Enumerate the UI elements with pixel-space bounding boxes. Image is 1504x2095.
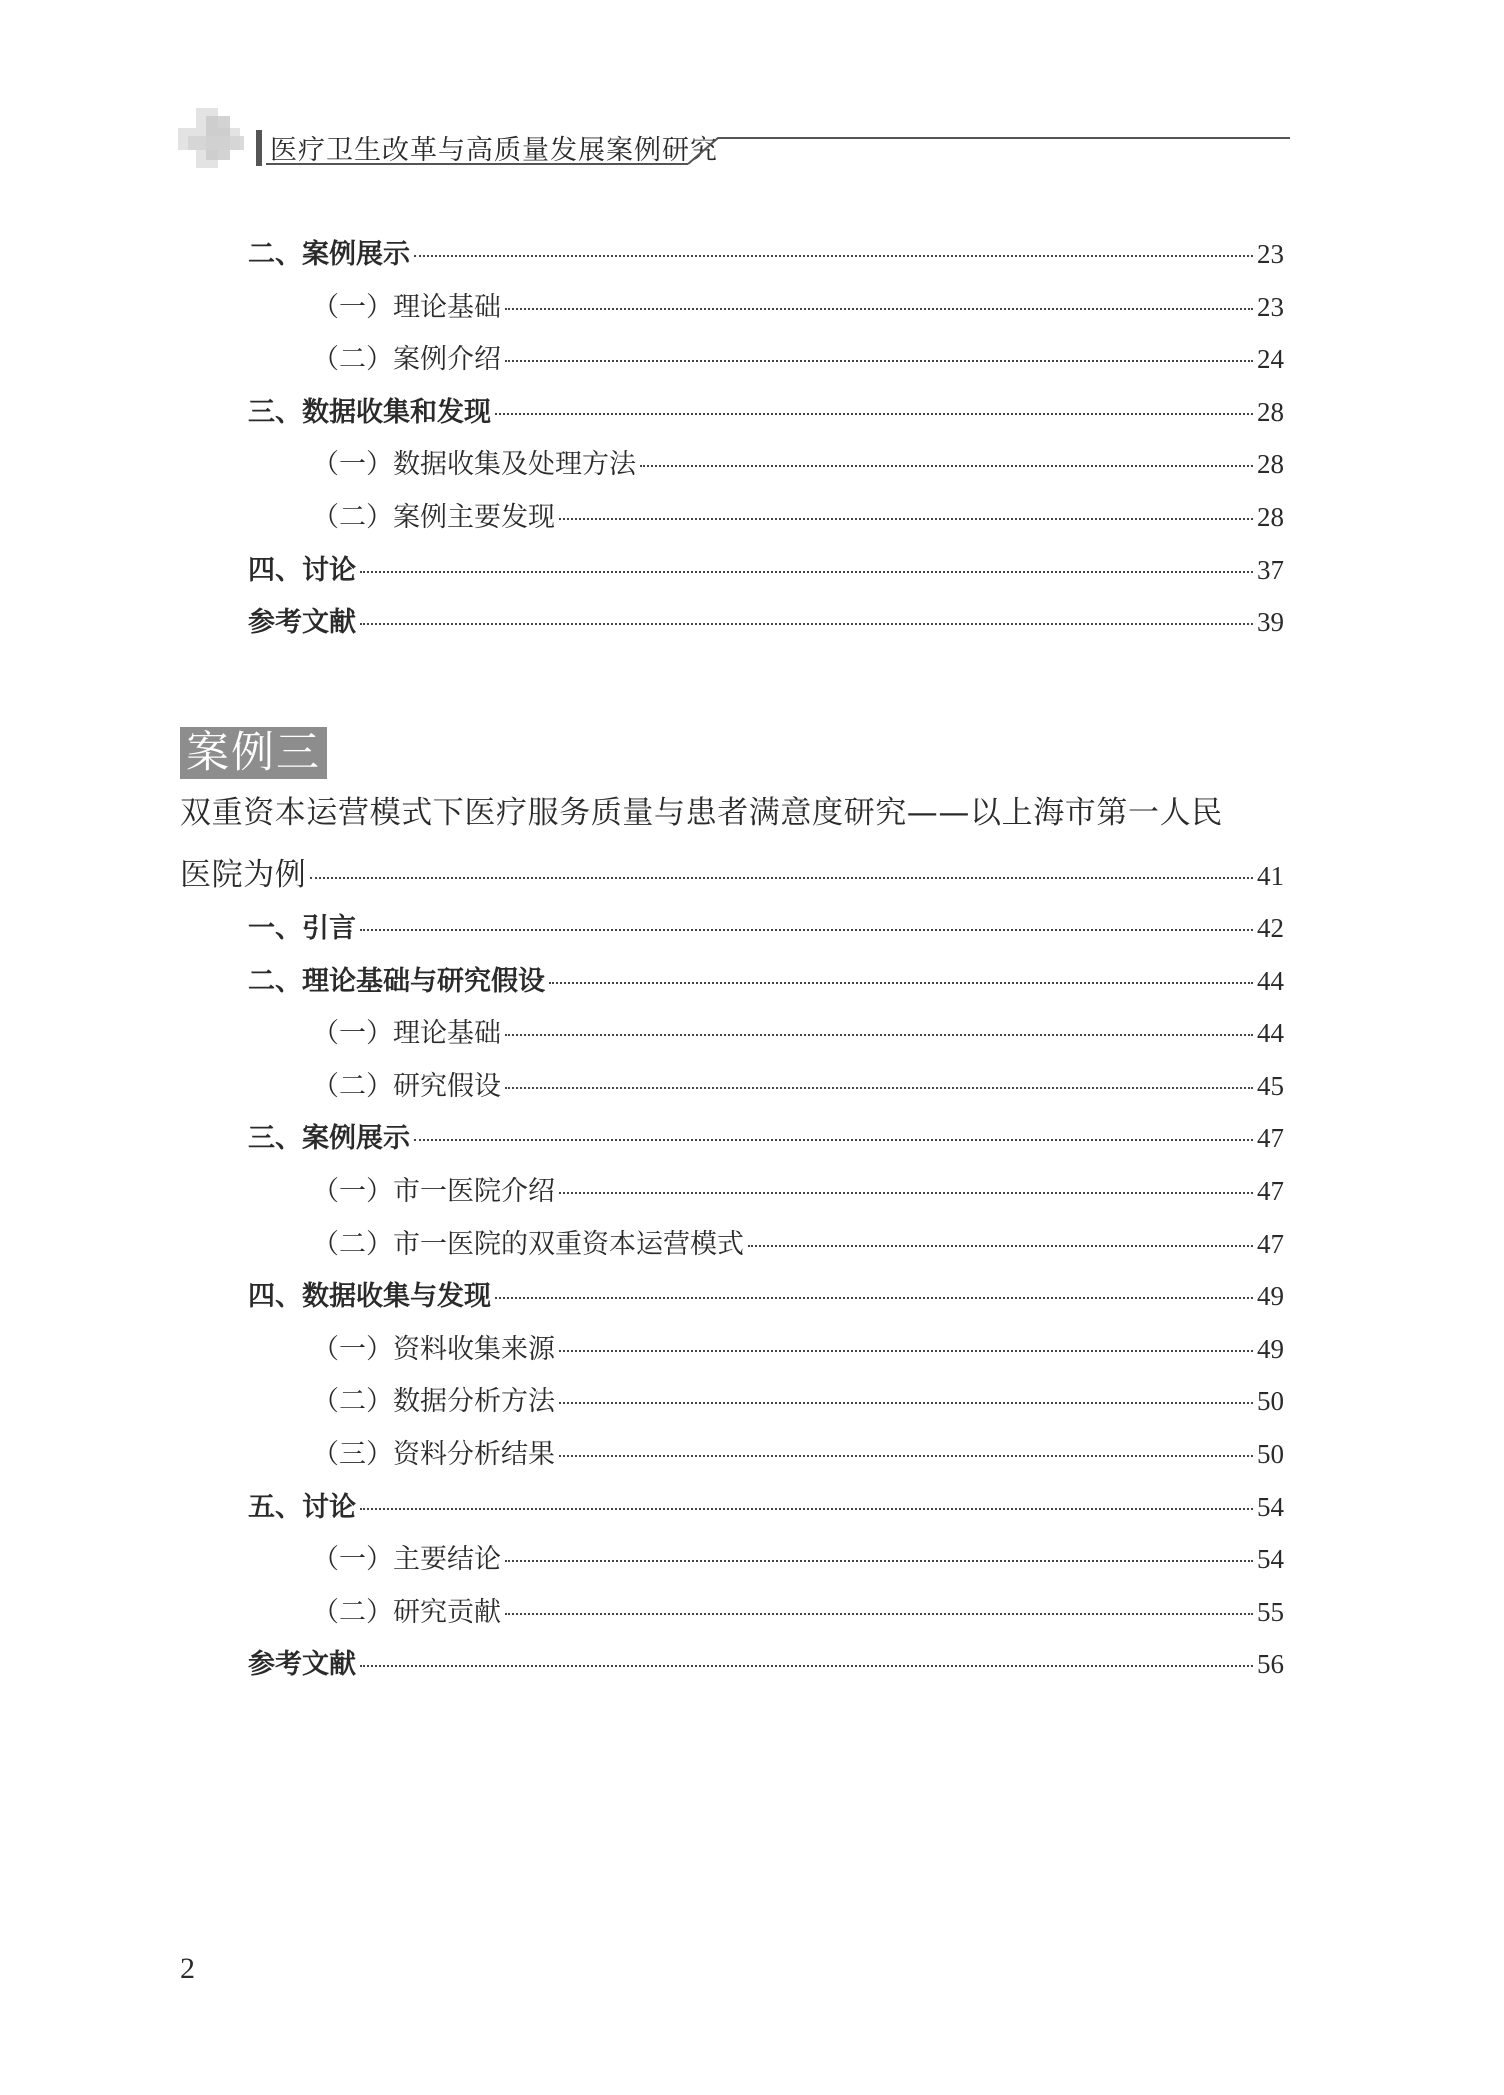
toc-entry[interactable] [312,1171,1284,1211]
toc-entry-label: 三、案例展示 [248,1123,410,1155]
toc-entry-page: 28 [1257,502,1284,532]
toc-leader-dots [640,465,1253,467]
toc-entry[interactable] [312,1013,1284,1053]
toc-entry[interactable] [312,1434,1284,1474]
toc-leader-dots [559,1350,1253,1352]
toc-entry[interactable] [312,497,1284,537]
toc-leader-dots [414,1139,1253,1141]
toc-entry[interactable] [312,1381,1284,1421]
toc-entry-page: 39 [1257,607,1284,638]
toc-leader-dots [559,1402,1253,1404]
toc-entry[interactable] [248,602,1284,642]
toc-entry[interactable] [312,339,1284,379]
toc-leader-dots [414,255,1253,257]
toc-entry-label: （二）研究假设 [312,1070,501,1102]
toc-leader-dots [559,518,1253,520]
toc-leader-dots [505,1034,1253,1036]
toc-leader-dots [495,413,1253,415]
toc-entry-label: （一）市一医院介绍 [312,1176,555,1207]
toc-entry-label: 参考文献 [248,1649,356,1681]
toc-entry-page: 28 [1257,396,1284,427]
toc-entry-page: 49 [1257,1333,1284,1364]
toc-entry-label: （二）研究贡献 [312,1596,501,1628]
running-header [178,108,1290,168]
header-rule [178,108,1290,170]
toc-leader-dots [505,1560,1253,1562]
toc-entry-label: 二、理论基础与研究假设 [248,965,545,997]
toc-entry[interactable] [248,550,1284,590]
toc-entry[interactable] [312,1329,1284,1369]
toc-entry-label: 四、数据收集与发现 [248,1281,491,1313]
toc-entry-label: 二、案例展示 [248,239,410,270]
toc-entry-label: （二）案例介绍 [312,344,501,376]
toc-entry[interactable] [248,392,1284,432]
toc-entry-label: （二）数据分析方法 [312,1386,555,1418]
toc-leader-dots [559,1455,1253,1457]
toc-entry-label: （一）主要结论 [312,1544,501,1576]
toc-entry-page: 50 [1257,1439,1284,1469]
toc-entry[interactable] [312,287,1284,327]
toc-entry-page: 45 [1257,1070,1284,1101]
toc-entry[interactable] [248,961,1284,1001]
toc-leader-dots [559,1192,1253,1194]
toc-entry-label: 三、数据收集和发现 [248,396,491,428]
toc-entry[interactable] [312,1539,1284,1579]
toc-entry[interactable] [248,1487,1284,1527]
toc-entry-page: 47 [1257,1123,1284,1154]
toc-leader-dots [495,1297,1253,1299]
toc-entry[interactable] [248,1276,1284,1316]
toc-leader-dots [505,308,1253,310]
toc-leader-dots [360,929,1253,931]
case-title-entry[interactable] [180,852,1284,898]
toc-entry-page: 23 [1257,291,1284,322]
toc-leader-dots [505,1613,1253,1615]
toc-entry-page: 50 [1257,1386,1284,1417]
toc-entry-page: 28 [1257,449,1284,480]
toc-leader-dots [748,1245,1253,1247]
toc-entry-label: 五、讨论 [248,1491,356,1523]
toc-leader-dots [360,1665,1253,1667]
case-title-page: 41 [1257,861,1284,891]
toc-entry-label: （一）理论基础 [312,1018,501,1050]
header-title: 医疗卫生改革与高质量发展案例研究 [270,135,718,166]
toc-entry-page: 54 [1257,1491,1284,1522]
toc-leader-dots [505,360,1253,362]
toc-entry-page: 56 [1257,1649,1284,1680]
toc-entry-page: 49 [1257,1281,1284,1312]
toc-leader-dots [505,1087,1253,1089]
toc-entry-label: 一、引言 [248,913,356,944]
toc-entry-label: （一）理论基础 [312,291,501,323]
toc-entry-page: 44 [1257,965,1284,996]
toc-entry-label: （二）市一医院的双重资本运营模式 [312,1228,744,1260]
toc-entry[interactable] [312,1592,1284,1632]
toc-entry-page: 44 [1257,1018,1284,1049]
toc-entry-label: 参考文献 [248,607,356,639]
case-title-line2: 医院为例 [180,857,307,893]
toc-entry-page: 37 [1257,554,1284,585]
toc-entry-page: 24 [1257,344,1284,375]
toc-leader-dots [549,982,1253,984]
toc-entry-label: （二）案例主要发现 [312,502,555,533]
toc-entry-page: 47 [1257,1228,1284,1259]
page-number: 2 [180,1952,195,1985]
toc-entry[interactable] [248,908,1284,948]
toc-entry[interactable] [312,1224,1284,1264]
toc-entry-label: （三）资料分析结果 [312,1439,555,1470]
toc-leader-dots [360,1508,1253,1510]
case-title-line1: 双重资本运营模式下医疗服务质量与患者满意度研究——以上海市第一人民 [180,795,1223,831]
toc-entry-page: 23 [1257,239,1284,269]
toc-leader-dots [310,877,1253,879]
toc-entry-label: （一）资料收集来源 [312,1333,555,1365]
toc-entry[interactable] [248,234,1284,274]
toc-entry-label: 四、讨论 [248,554,356,586]
toc-entry-page: 54 [1257,1544,1284,1575]
toc-entry-page: 47 [1257,1176,1284,1206]
toc-entry[interactable] [312,444,1284,484]
toc-entry-label: （一）数据收集及处理方法 [312,449,636,481]
toc-entry[interactable] [248,1644,1284,1684]
case-badge: 案例三 [180,727,327,779]
toc-entry[interactable] [312,1066,1284,1106]
toc-entry-page: 55 [1257,1596,1284,1627]
toc-entry[interactable] [248,1118,1284,1158]
toc-entry-page: 42 [1257,913,1284,943]
toc-leader-dots [360,623,1253,625]
toc-leader-dots [360,571,1253,573]
